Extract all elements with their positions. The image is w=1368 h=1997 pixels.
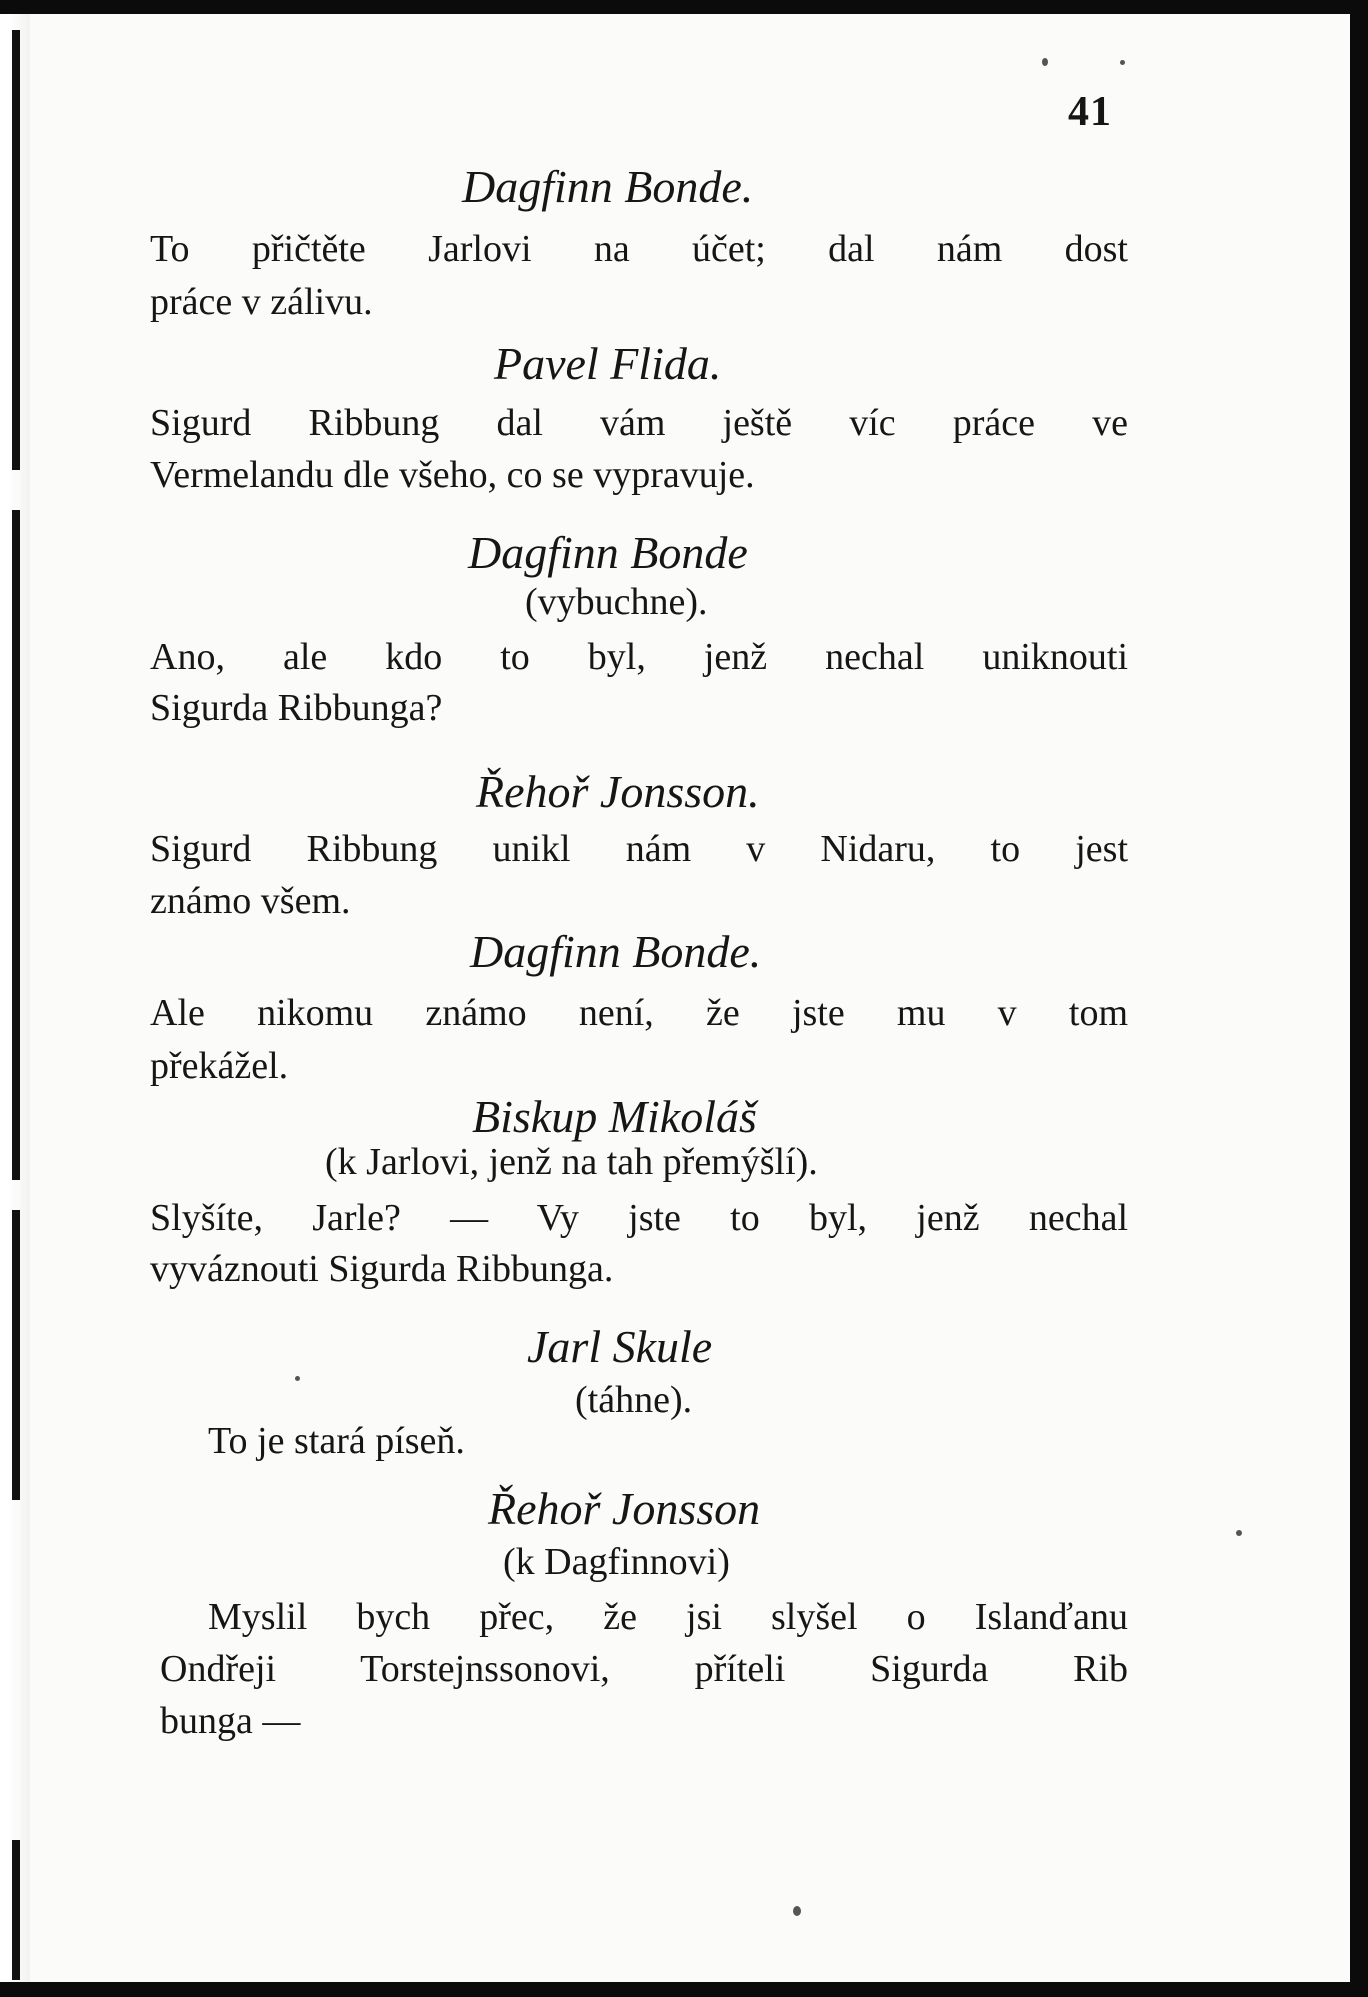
stage-direction: (k Jarlovi, jenž na tah přemýšlí). [325, 1141, 818, 1183]
dialogue-line: Ale nikomu známo není, že jste mu v tom [150, 992, 1128, 1034]
dialogue-line: známo všem. [150, 880, 351, 922]
speaker-name: Řehoř Jonsson [488, 1483, 761, 1534]
speaker-name: Dagfinn Bonde. [462, 161, 754, 212]
dialogue-line: práce v zálivu. [150, 281, 373, 323]
dialogue-line: bunga — [160, 1700, 301, 1742]
scan-speck [295, 1376, 300, 1381]
stage-direction: (vybuchne). [525, 581, 708, 623]
scan-border-left-gap [12, 1500, 20, 1840]
scan-border-left-gap [12, 470, 20, 510]
speaker-name: Řehoř Jonsson. [476, 766, 760, 817]
dialogue-line: To přičtěte Jarlovi na účet; dal nám dost [150, 228, 1128, 270]
dialogue-line: vyváznouti Sigurda Ribbunga. [150, 1248, 614, 1290]
dialogue-line: Sigurd Ribbung dal vám ještě víc práce ve [150, 402, 1128, 444]
dialogue-line: Vermelandu dle všeho, co se vypravuje. [150, 454, 755, 496]
scan-speck [1042, 58, 1048, 66]
dialogue-line: Myslil bych přec, že jsi slyšel o Islanďanu [208, 1596, 1128, 1638]
stage-direction: (k Dagfinnovi) [503, 1541, 730, 1583]
dialogue-line: Slyšíte, Jarle? — Vy jste to byl, jenž nechal [150, 1197, 1128, 1239]
scan-speck [1120, 60, 1125, 65]
speaker-name: Pavel Flida. [494, 338, 722, 389]
scan-speck [793, 1906, 801, 1916]
speaker-name: Biskup Mikoláš [472, 1091, 757, 1142]
stage-direction: (táhne). [575, 1379, 693, 1421]
speaker-name: Dagfinn Bonde. [470, 926, 762, 977]
dialogue-line: Sigurd Ribbung unikl nám v Nidaru, to jest [150, 828, 1128, 870]
dialogue-line: Sigurda Ribbunga? [150, 687, 443, 729]
dialogue-line: Ano, ale kdo to byl, jenž nechal uniknouti [150, 636, 1128, 678]
scan-border-left-gap [12, 1180, 20, 1210]
dialogue-line: Ondřeji Torstejnssonovi, příteli Sigurda Rib [160, 1648, 1128, 1690]
scan-border-right [1350, 0, 1368, 1997]
scan-border-bottom [0, 1982, 1368, 1997]
scan-speck [1236, 1530, 1242, 1536]
dialogue-line: To je stará píseň. [208, 1420, 465, 1462]
speaker-name: Dagfinn Bonde [468, 527, 748, 578]
scan-border-top [0, 0, 1368, 14]
dialogue-line: překážel. [150, 1045, 289, 1087]
page-number: 41 [1068, 89, 1112, 135]
speaker-name: Jarl Skule [527, 1321, 713, 1372]
